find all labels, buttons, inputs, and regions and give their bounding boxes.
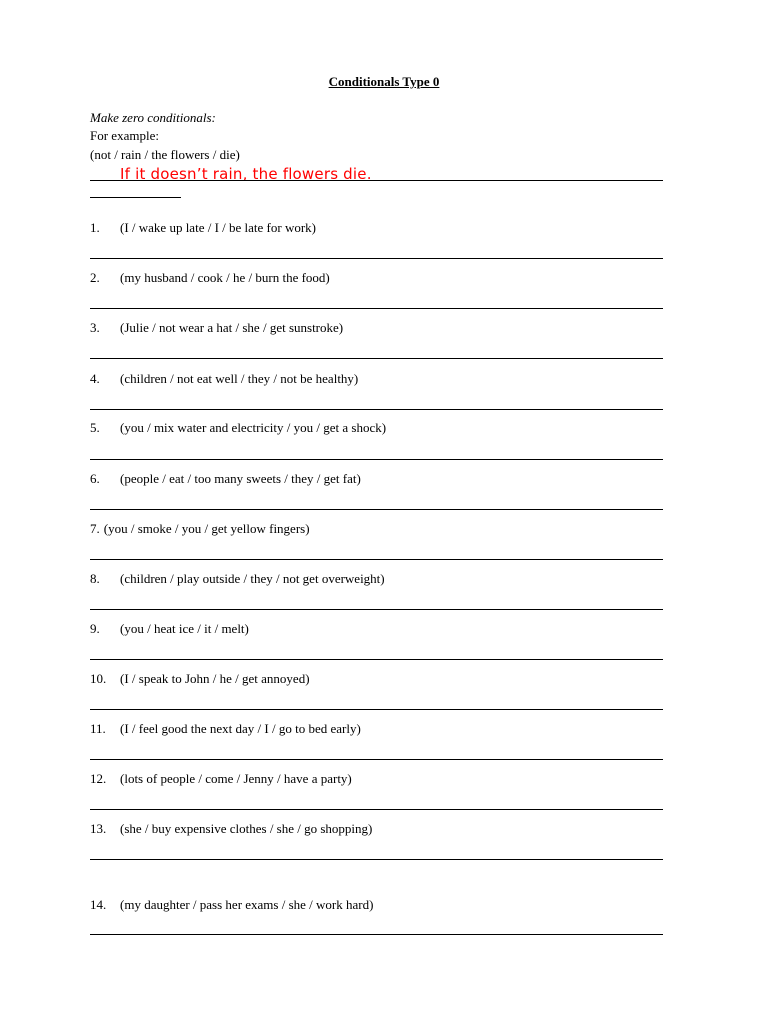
example-prompt: (not / rain / the flowers / die) xyxy=(90,147,240,162)
answer-line[interactable] xyxy=(90,258,663,259)
item-number: 7. xyxy=(90,521,100,536)
example-label: For example: xyxy=(90,128,159,143)
answer-line[interactable] xyxy=(90,809,663,810)
item-number: 11. xyxy=(90,721,106,736)
example-answer-line xyxy=(90,180,663,181)
exercise-item xyxy=(90,771,352,787)
answer-line[interactable] xyxy=(90,709,663,710)
item-number: 9. xyxy=(90,621,100,636)
answer-line[interactable] xyxy=(90,934,663,935)
answer-line[interactable] xyxy=(90,509,663,510)
exercise-item xyxy=(90,420,386,436)
item-number: 8. xyxy=(90,571,100,586)
exercise-item xyxy=(90,821,372,837)
example-answer-line-continuation xyxy=(90,197,181,198)
item-number: 3. xyxy=(90,320,100,335)
answer-line[interactable] xyxy=(90,559,663,560)
item-prompt: (you / heat ice / it / melt) xyxy=(120,621,249,636)
item-prompt: (children / not eat well / they / not be healthy) xyxy=(120,371,359,386)
item-prompt: (Julie / not wear a hat / she / get sunstroke) xyxy=(120,320,344,335)
instruction-text: Make zero conditionals: xyxy=(90,110,216,125)
item-prompt: (my husband / cook / he / burn the food) xyxy=(120,270,330,285)
exercise-item xyxy=(90,521,310,537)
item-prompt: (I / wake up late / I / be late for work) xyxy=(120,220,317,235)
item-prompt: (I / speak to John / he / get annoyed) xyxy=(120,671,310,686)
item-prompt: (lots of people / come / Jenny / have a party) xyxy=(120,771,352,786)
answer-line[interactable] xyxy=(90,409,663,410)
answer-line[interactable] xyxy=(90,609,663,610)
item-number: 2. xyxy=(90,270,100,285)
item-number: 1. xyxy=(90,220,100,235)
exercise-item xyxy=(90,721,361,737)
exercise-item xyxy=(90,621,249,637)
item-prompt: (you / smoke / you / get yellow fingers) xyxy=(103,521,310,536)
answer-line[interactable] xyxy=(90,358,663,359)
page-title: Conditionals Type 0 xyxy=(328,74,440,89)
exercise-item xyxy=(90,220,316,236)
answer-line[interactable] xyxy=(90,759,663,760)
item-prompt: (I / feel good the next day / I / go to bed early) xyxy=(120,721,361,736)
answer-line[interactable] xyxy=(90,308,663,309)
item-number: 10. xyxy=(90,671,107,686)
exercise-item xyxy=(90,671,310,687)
exercise-item xyxy=(90,571,385,587)
exercise-item xyxy=(90,371,358,387)
item-number: 4. xyxy=(90,371,100,386)
answer-line[interactable] xyxy=(90,859,663,860)
item-prompt: (she / buy expensive clothes / she / go shopping) xyxy=(120,821,373,836)
exercise-item xyxy=(90,270,330,286)
item-number: 14. xyxy=(90,897,107,912)
item-prompt: (my daughter / pass her exams / she / work hard) xyxy=(120,897,374,912)
answer-line[interactable] xyxy=(90,659,663,660)
exercise-item xyxy=(90,320,343,336)
item-number: 13. xyxy=(90,821,107,836)
item-number: 12. xyxy=(90,771,107,786)
item-prompt: (children / play outside / they / not get overweight) xyxy=(120,571,385,586)
item-prompt: (you / mix water and electricity / you / get a shock) xyxy=(120,420,387,435)
item-number: 6. xyxy=(90,471,100,486)
exercise-item xyxy=(90,897,373,913)
exercise-item xyxy=(90,471,361,487)
item-prompt: (people / eat / too many sweets / they / get fat) xyxy=(120,471,361,486)
answer-line[interactable] xyxy=(90,459,663,460)
example-answer: If it doesn’t rain, the flowers die. xyxy=(120,165,372,183)
item-number: 5. xyxy=(90,420,100,435)
